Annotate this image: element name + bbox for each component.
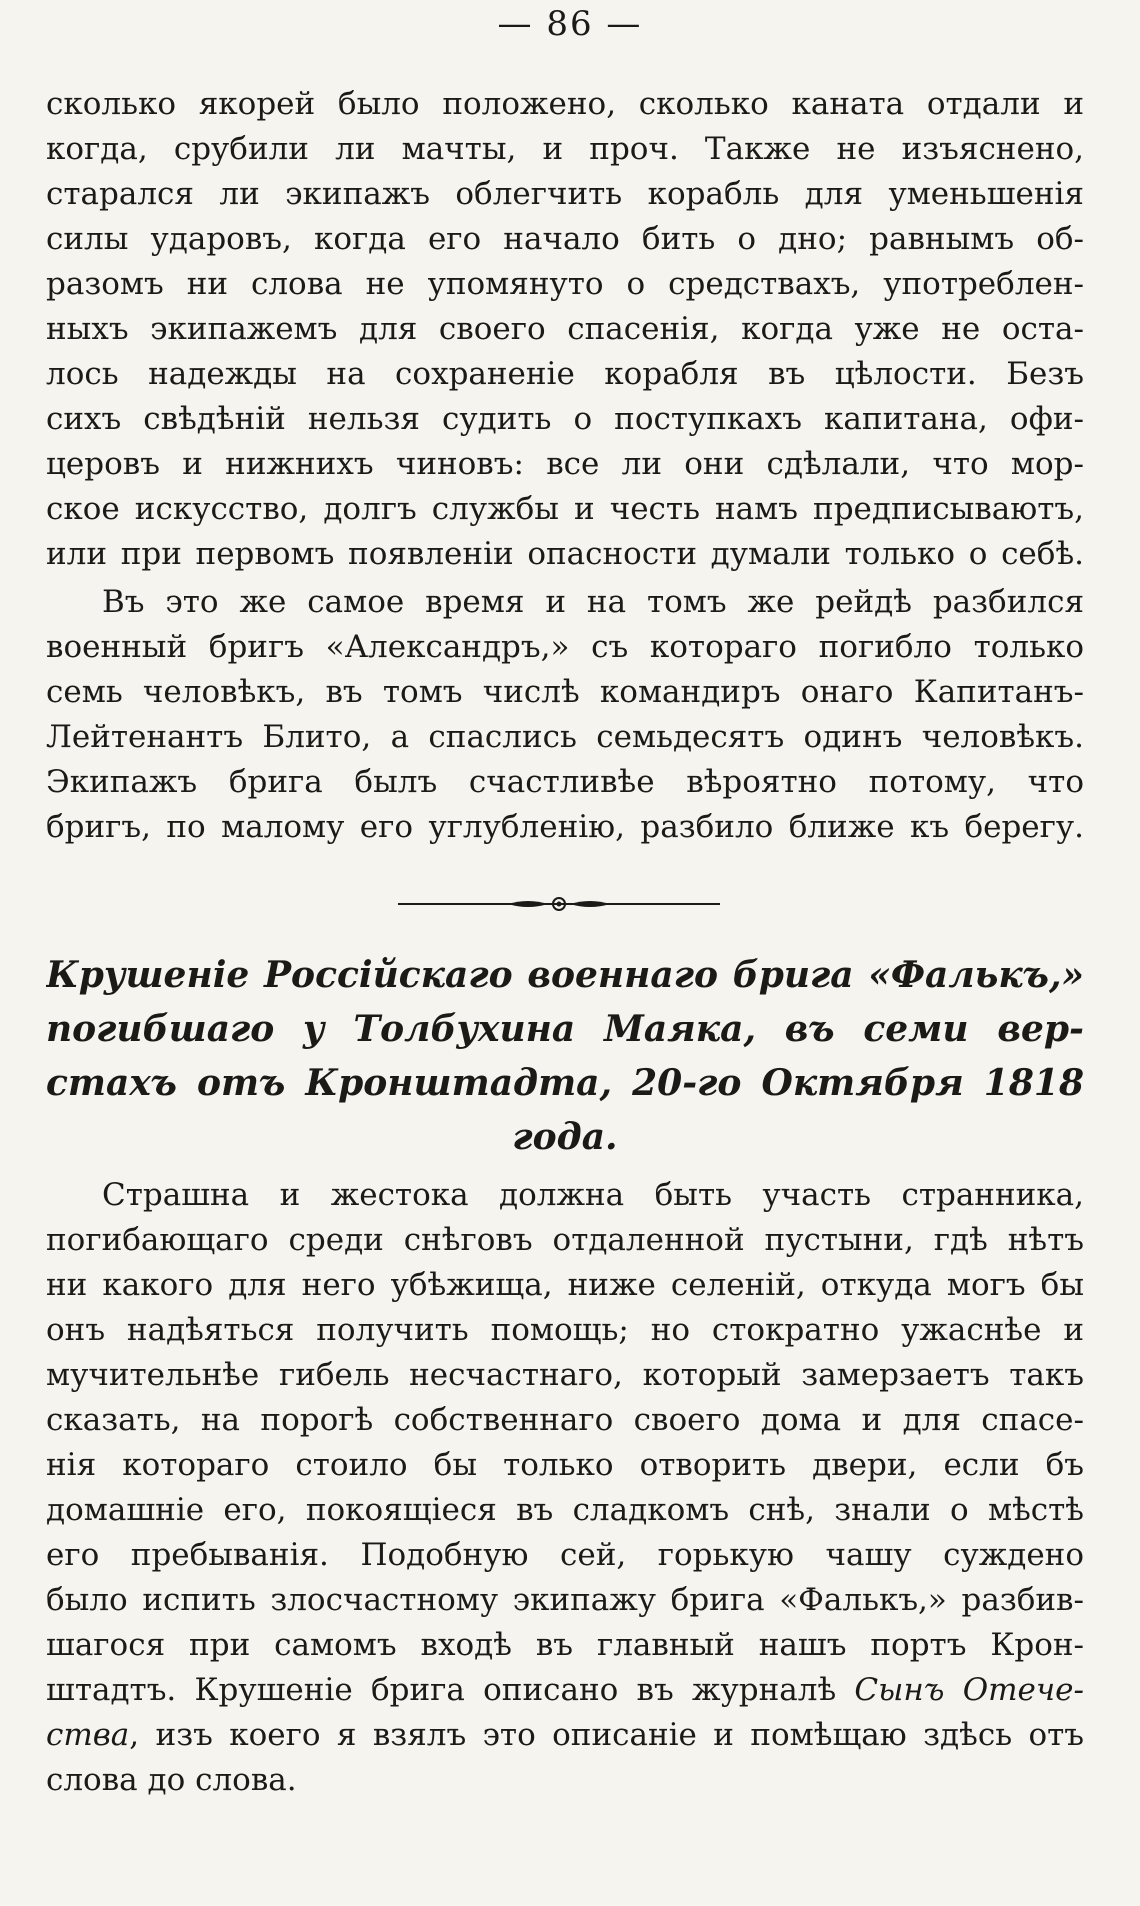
text-line: шагося при самомъ входѣ въ главный нашъ портъ Крон- [46,1627,1084,1663]
page-number: — 86 — [497,4,643,44]
text-line: военный бригъ «Александръ,» съ котораго погибло только [46,629,1084,665]
text-line: домашніе его, покоящіеся въ сладкомъ снѣ, знали о мѣстѣ [46,1492,1084,1528]
journal-title: ства [46,1717,130,1753]
text-line: Лейтенантъ Блито, а спаслись семьдесятъ одинъ человѣкъ. [46,719,1084,755]
text-line: нія котораго стоило бы только отворить двери, если бъ [46,1447,1084,1483]
paragraph-brig-alexander [46,580,1084,850]
section-heading [46,948,1084,1164]
text-line: старался ли экипажъ облегчить корабль для уменьшенія [46,176,1084,212]
text-line: разомъ ни слова не упомянуто о средствахъ, употреблен- [46,266,1084,302]
text-line: бригъ, по малому его углубленію, разбило ближе къ берегу. [46,809,1084,845]
journal-title: Сынъ Отече- [854,1672,1084,1708]
text-segment: , изъ коего я взялъ это описаніе и помѣщаю здѣсь отъ [129,1717,1084,1753]
heading-line: погибшаго у Толбухина Маяка, въ семи вер- [46,1008,1084,1050]
text-line: сихъ свѣдѣній нельзя судить о поступкахъ капитана, офи- [46,401,1084,437]
text-line: слова до слова. [46,1762,297,1798]
text-line: когда, срубили ли мачты, и проч. Также не изъяснено, [46,131,1084,167]
text-line: мучительнѣе гибель несчастнаго, который замерзаетъ такъ [46,1357,1084,1393]
text-line: Въ это же самое время и на томъ же рейдѣ разбился [102,584,1084,620]
text-line [46,1668,1084,1713]
ornamental-divider [398,896,720,912]
heading-line: стахъ отъ Кронштадта, 20-го Октября 1818 [46,1062,1084,1104]
text-segment: штадтъ. Крушеніе брига описано въ журналѣ [46,1672,855,1708]
text-line: было испить злосчастному экипажу брига «Фалькъ,» разбив- [46,1582,1084,1618]
text-line: погибающаго среди снѣговъ отдаленной пустыни, гдѣ нѣтъ [46,1222,1084,1258]
heading-line: года. [512,1116,618,1158]
text-line: онъ надѣяться получить помощь; но стократно ужаснѣе и [46,1312,1084,1348]
text-line: силы ударовъ, когда его начало бить о дно; равнымъ об- [46,221,1084,257]
text-line: сказать, на порогѣ собственнаго своего дома и для спасе- [46,1402,1084,1438]
text-line: Экипажъ брига былъ счастливѣе вѣроятно потому, что [46,764,1084,800]
paragraph-falk-wreck [46,1173,1084,1803]
text-line: его пребыванія. Подобную сей, горькую чашу суждено [46,1537,1084,1573]
paragraph-ship-inquiry [46,82,1084,577]
text-line: ныхъ экипажемъ для своего спасенія, когда уже не оста- [46,311,1084,347]
text-line: сколько якорей было положено, сколько каната отдали и [46,86,1084,122]
text-line: или при первомъ появленіи опасности думали только о себѣ. [46,536,1084,572]
text-line: Страшна и жестока должна быть участь странника, [102,1177,1084,1213]
text-line [46,1713,1084,1758]
text-line: лось надежды на сохраненіе корабля въ цѣлости. Безъ [46,356,1084,392]
text-line: ни какого для него убѣжища, ниже селеній, откуда могъ бы [46,1267,1084,1303]
heading-line: Крушеніе Россійскаго военнаго брига «Фалькъ,» [46,954,1084,996]
text-line: церовъ и нижнихъ чиновъ: все ли они сдѣлали, что мор- [46,446,1084,482]
text-line: семь человѣкъ, въ томъ числѣ командиръ онаго Капитанъ- [46,674,1084,710]
text-line: ское искусство, долгъ службы и честь намъ предписываютъ, [46,491,1084,527]
